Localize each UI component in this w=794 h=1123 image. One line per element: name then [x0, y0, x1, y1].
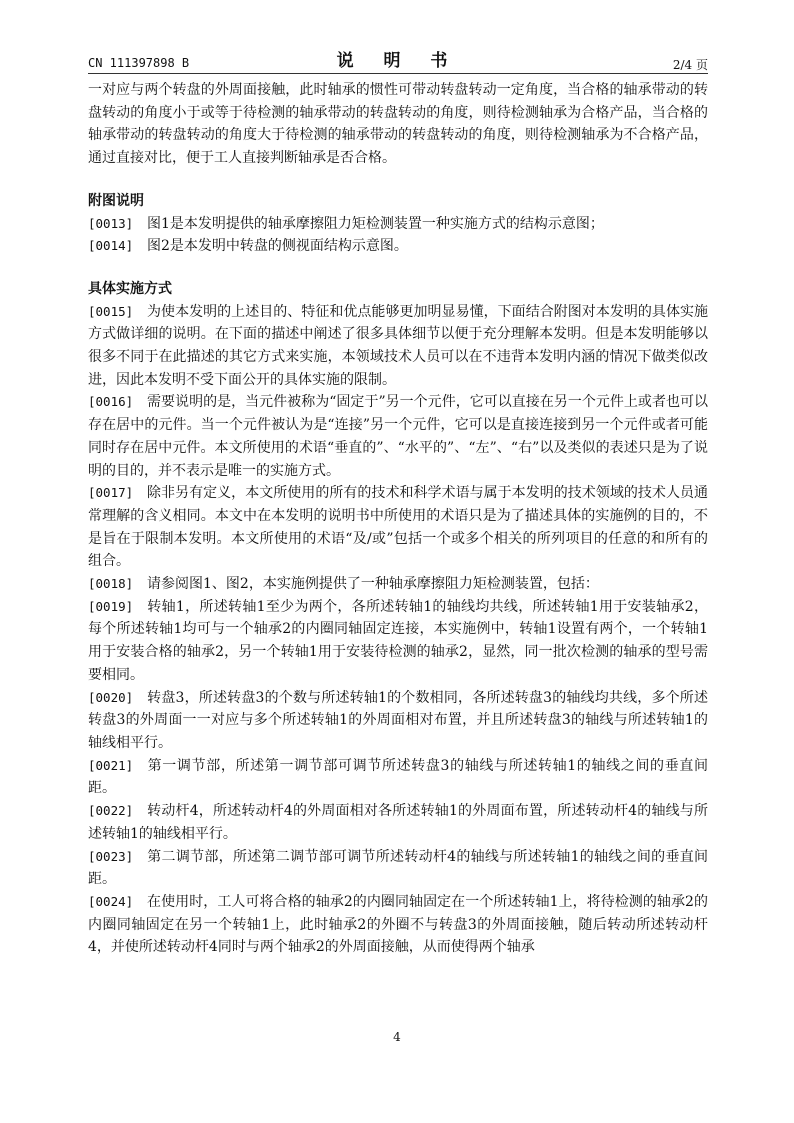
paragraph-tag: [0022] — [88, 803, 134, 819]
paragraph-text: 第一调节部，所述第一调节部可调节所述转盘3的轴线与所述转轴1的轴线之间的垂直间距。 — [88, 757, 708, 797]
page-number: 4 — [393, 1030, 401, 1044]
document-title: 说 明 书 — [336, 51, 460, 71]
paragraph-text: 图1是本发明提供的轴承摩擦阻力矩检测装置一种实施方式的结构示意图； — [147, 215, 604, 232]
header-divider — [88, 73, 708, 74]
paragraph-tag: [0016] — [88, 394, 134, 410]
document-body — [88, 79, 708, 959]
paragraph-0023 — [88, 846, 708, 891]
paragraph-tag: [0024] — [88, 893, 134, 909]
paragraph-tag: [0017] — [88, 485, 134, 501]
paragraph-0013 — [88, 213, 708, 236]
paragraph-tag: [0014] — [88, 238, 134, 254]
page-header — [88, 44, 708, 74]
section-heading-embodiments: 具体实施方式 — [88, 280, 172, 297]
paragraph-tag: [0020] — [88, 689, 134, 705]
section-heading-figures: 附图说明 — [88, 192, 144, 209]
intro-paragraph: 一对应与两个转盘的外周面接触，此时轴承的惯性可带动转盘转动一定角度，当合格的轴承带动的转盘转动的角度小于或等于待检测的轴承带动的转盘转动的角度，则待检测轴承为合格产品，当合格的轴承带动的转盘转动的角度大于待检测的轴承带动的转盘转动的角度，则待检测轴承为不合格产品，通过直接对比，便于工人直接判断轴承是否合格。 — [88, 82, 708, 167]
paragraph-0020 — [88, 687, 708, 755]
paragraph-text: 转轴1，所述转轴1至少为两个，各所述转轴1的轴线均共线，所述转轴1用于安装轴承2，每个所述转轴1均可与一个轴承2的内圈同轴固定连接，本实施例中，转轴1设置有两个，一个转轴1用于安装合格的轴承2，另一个转轴1用于安装待检测的轴承2，显然，同一批次检测的轴承的型号需要相同。 — [88, 598, 708, 683]
paragraph-0024 — [88, 891, 708, 959]
paragraph-0019 — [88, 596, 708, 687]
paragraph-text: 请参阅图1、图2，本实施例提供了一种轴承摩擦阻力矩检测装置，包括： — [147, 576, 599, 593]
paragraph-tag: [0013] — [88, 215, 134, 231]
paragraph-tag: [0018] — [88, 576, 134, 592]
paragraph-text: 转盘3，所述转盘3的个数与所述转轴1的个数相同，各所述转盘3的轴线均共线，多个所述转盘3的外周面一一对应与多个所述转轴1的外周面相对布置，并且所述转盘3的轴线与所述转轴1的轴线相平行。 — [88, 689, 708, 751]
paragraph-0016 — [88, 391, 708, 482]
patent-number: CN 111397898 B — [88, 56, 190, 70]
paragraph-tag: [0015] — [88, 303, 134, 319]
paragraph-text: 在使用时，工人可将合格的轴承2的内圈同轴固定在一个所述转轴1上，将待检测的轴承2的内圈同轴固定在另一个转轴1上，此时轴承2的外圈不与转盘3的外周面接触，随后转动所述转动杆4，并使所述转动杆4同时与两个轴承2的外周面接触，从而使得两个轴承 — [88, 893, 708, 956]
paragraph-text: 为使本发明的上述目的、特征和优点能够更加明显易懂，下面结合附图对本发明的具体实施方式做详细的说明。在下面的描述中阐述了很多具体细节以便于充分理解本发明。但是本发明能够以很多不同于在此描述的其它方式来实施，本领域技术人员可以在不违背本发明内涵的情况下做类似改进，因此本发明不受下面公开的具体实施的限制。 — [88, 303, 708, 388]
paragraph-tag: [0023] — [88, 848, 134, 864]
paragraph-text: 除非另有定义，本文所使用的所有的技术和科学术语与属于本发明的技术领域的技术人员通常理解的含义相同。本文中在本发明的说明书中所使用的术语只是为了描述具体的实施例的目的，不是旨在于限制本发明。本文所使用的术语“及/或”包括一个或多个相关的所列项目的任意的和所有的组合。 — [88, 485, 708, 570]
paragraph-0018 — [88, 573, 708, 596]
paragraph-text: 第二调节部，所述第二调节部可调节所述转动杆4的轴线与所述转轴1的轴线之间的垂直间距。 — [88, 848, 708, 888]
paragraph-0015 — [88, 301, 708, 392]
paragraph-0014 — [88, 235, 708, 258]
paragraph-0017 — [88, 482, 708, 573]
paragraph-0021 — [88, 755, 708, 800]
paragraph-tag: [0021] — [88, 757, 134, 773]
paragraph-text: 图2是本发明中转盘的侧视面结构示意图。 — [147, 238, 408, 255]
paragraph-text: 转动杆4，所述转动杆4的外周面相对各所述转轴1的外周面布置，所述转动杆4的轴线与所述转轴1的轴线相平行。 — [88, 803, 708, 842]
page-info: 2/4 页 — [672, 58, 708, 72]
paragraph-tag: [0019] — [88, 598, 134, 614]
paragraph-text: 需要说明的是，当元件被称为“固定于”另一个元件，它可以直接在另一个元件上或者也可以存在居中的元件。当一个元件被认为是“连接”另一个元件，它可以是直接连接到另一个元件或者可能同时存在居中元件。本文所使用的术语“垂直的”、“水平的”、“左”、“右”以及类似的表述只是为了说明的目的，并不表示是唯一的实施方式。 — [88, 394, 708, 479]
paragraph-0022 — [88, 800, 708, 845]
